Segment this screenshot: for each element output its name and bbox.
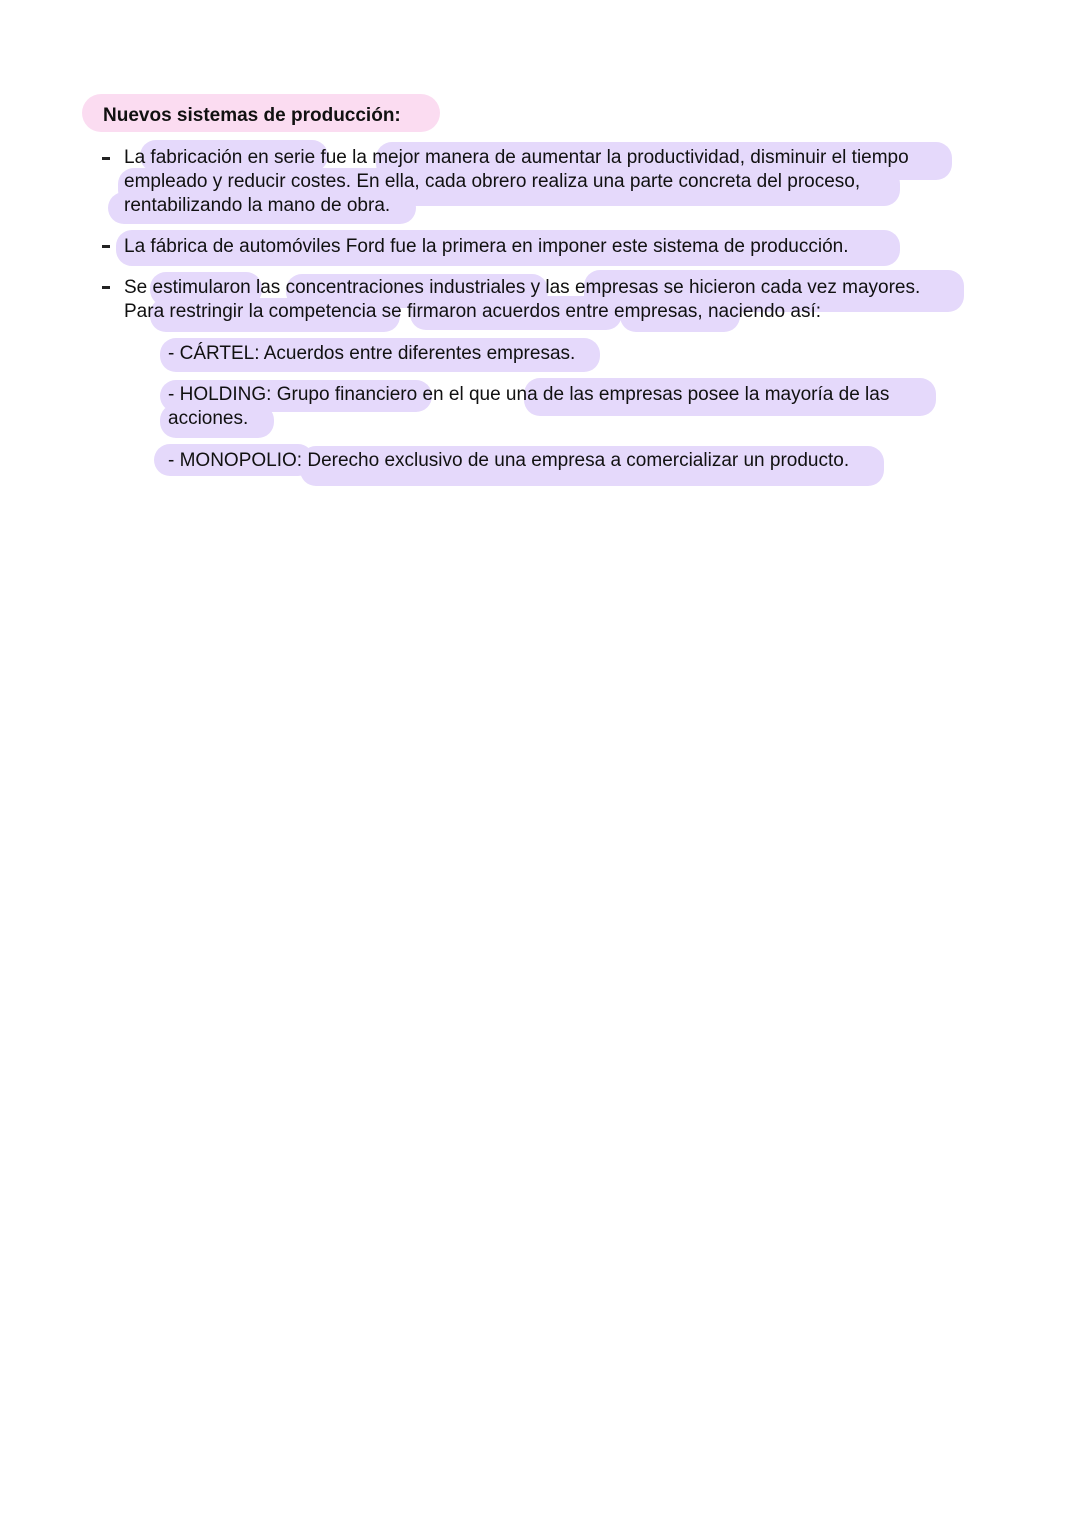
- bullet-3-line-2: Para restringir la competencia se firmaron acuerdos entre empresas, naciendo así:: [124, 301, 822, 322]
- sub-item-monopolio: - MONOPOLIO: Derecho exclusivo de una empresa a comercializar un producto.: [168, 450, 850, 471]
- bullet-2-line-1: La fábrica de automóviles Ford fue la primera en imponer este sistema de producción.: [124, 236, 849, 257]
- bullet-1-line-3: rentabilizando la mano de obra.: [124, 195, 391, 216]
- bullet-dash: [102, 286, 110, 289]
- section-heading: Nuevos sistemas de producción:: [103, 105, 401, 126]
- bullet-3-line-1: Se estimularon las concentraciones industriales y las empresas se hicieron cada vez mayores.: [124, 277, 921, 298]
- bullet-1-line-1: La fabricación en serie fue la mejor manera de aumentar la productividad, disminuir el tiempo: [124, 147, 909, 168]
- bullet-1-line-2: empleado y reducir costes. En ella, cada obrero realiza una parte concreta del proceso,: [124, 171, 861, 192]
- sub-item-holding-line-1: - HOLDING: Grupo financiero en el que una de las empresas posee la mayoría de las: [168, 384, 890, 405]
- bullet-dash: [102, 245, 110, 248]
- sub-item-holding-line-2: acciones.: [168, 408, 249, 429]
- bullet-dash: [102, 157, 110, 160]
- sub-item-cartel: - CÁRTEL: Acuerdos entre diferentes empresas.: [168, 343, 576, 364]
